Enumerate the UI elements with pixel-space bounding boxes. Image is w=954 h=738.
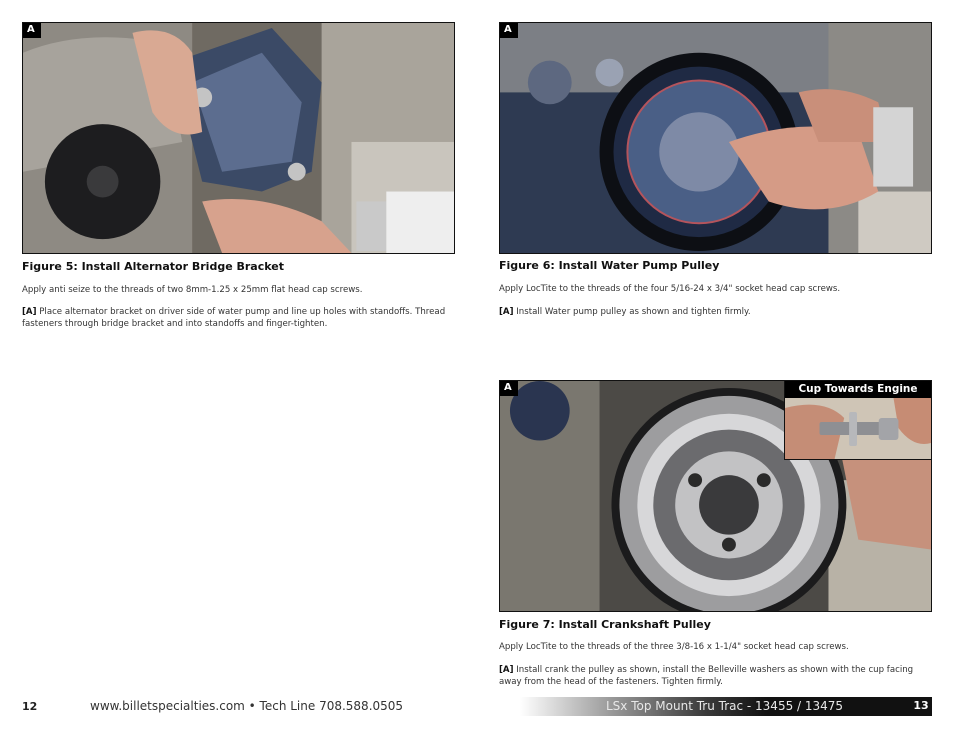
figure5-instruction-1: Apply anti seize to the threads of two 8mm-1.25 x 25mm flat head cap screws.: [22, 285, 363, 295]
inset-label: Cup Towards Engine: [785, 381, 931, 398]
figure5-photo: [22, 22, 455, 254]
figure7-step-text: Install crank the pulley as shown, install the Belleville washers as shown with the cup facing away from the head of the fasteners. Tighten firmly.: [499, 665, 914, 687]
cup-towards-engine-inset: [784, 380, 932, 460]
footer-website-phone: www.billetspecialties.com • Tech Line 708.588.0505: [90, 699, 404, 713]
footer-product-title: LSx Top Mount Tru Trac - 13455 / 13475: [606, 699, 844, 713]
step-marker: [A]: [499, 307, 514, 317]
figure7-instruction-1: Apply LocTite to the threads of the three 3/8-16 x 1-1/4" socket head cap screws.: [499, 642, 849, 652]
alternator-bracket-photo: [23, 23, 454, 253]
figure6-photo: [499, 22, 932, 254]
figure6-step-text: Install Water pump pulley as shown and tighten firmly.: [513, 307, 751, 317]
figure6-instruction-1: Apply LocTite to the threads of the four 5/16-24 x 3/4" socket head cap screws.: [499, 284, 841, 294]
figure6-callout-tag: A: [500, 23, 518, 38]
figure6-title: Figure 6: Install Water Pump Pulley: [499, 259, 720, 272]
step-marker: [A]: [499, 665, 514, 675]
figure6-instruction-2: [499, 307, 932, 319]
figure7-instruction-2: [499, 665, 932, 688]
page-number-left: 12: [22, 700, 38, 713]
figure5-title: Figure 5: Install Alternator Bridge Bracket: [22, 260, 284, 273]
water-pump-pulley-photo: [500, 23, 931, 253]
figure5-callout-tag: A: [23, 23, 41, 38]
belleville-washer-bolt-photo: [785, 398, 931, 460]
step-marker: [A]: [22, 307, 37, 317]
page-number-right: 13: [913, 699, 929, 712]
figure5-step-text: Place alternator bracket on driver side of water pump and line up holes with standoffs. Thread fasteners through bridge bracket and into standoffs and finger-tighten.: [22, 307, 446, 329]
figure5-instruction-2: [22, 307, 455, 330]
figure7-callout-tag: A: [500, 381, 518, 396]
figure7-title: Figure 7: Install Crankshaft Pulley: [499, 618, 711, 631]
